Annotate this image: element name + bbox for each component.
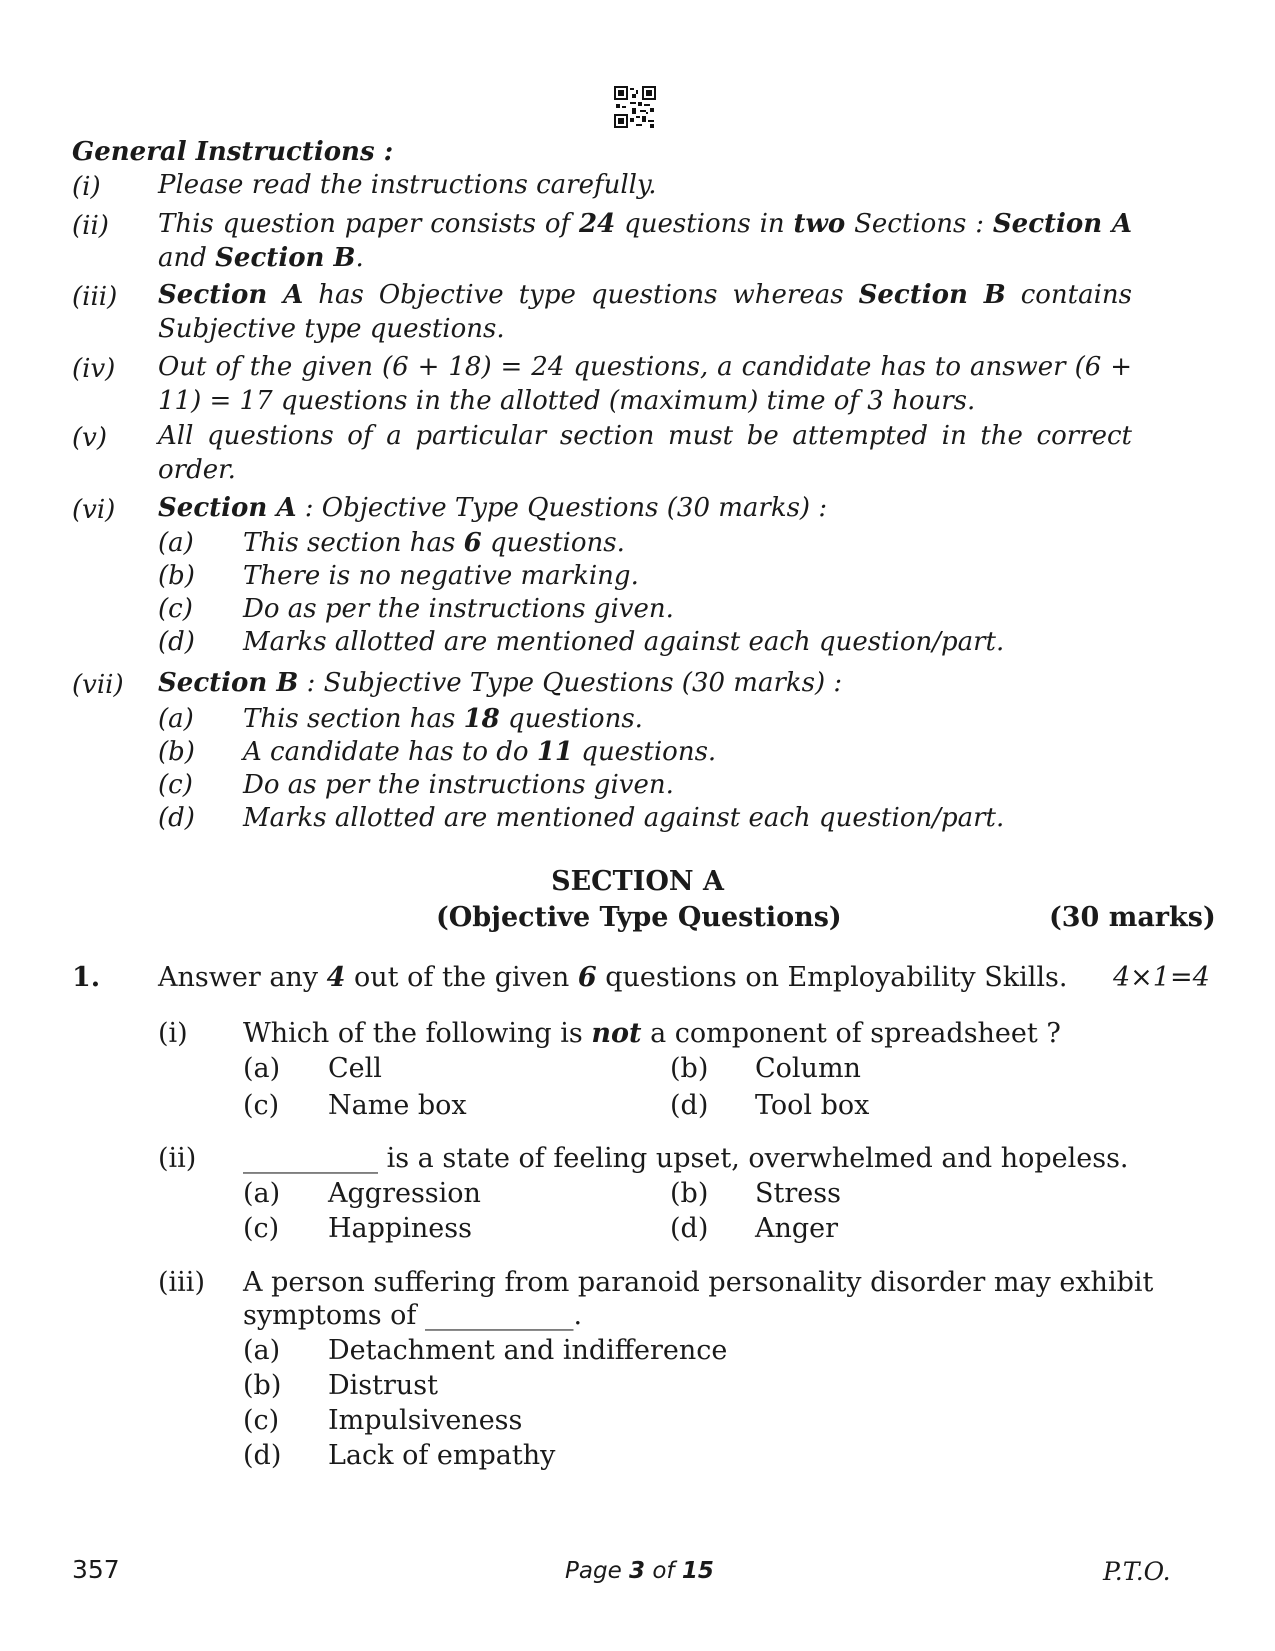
sub-instruction-text: This section has 6 questions. — [243, 528, 625, 558]
option-text: Anger — [755, 1213, 839, 1244]
question-marks: 4×1=4 — [1113, 962, 1210, 993]
paper-code: 357 — [72, 1555, 120, 1584]
option-letter: (b) — [670, 1178, 709, 1209]
instruction-text: Section B : Subjective Type Questions (30 marks) : — [158, 668, 843, 698]
instruction-text: Please read the instructions carefully. — [158, 170, 657, 200]
option-letter: (b) — [670, 1053, 709, 1084]
sub-instruction-text: Do as per the instructions given. — [243, 594, 674, 624]
sub-instruction-letter: (a) — [158, 704, 194, 734]
subquestion-text: __________ is a state of feeling upset, overwhelmed and hopeless. — [243, 1143, 1129, 1174]
qr-code — [614, 86, 656, 128]
section-marks: (30 marks) — [1049, 902, 1216, 933]
option-letter: (a) — [243, 1053, 281, 1084]
instruction-number: (ii) — [72, 211, 109, 241]
sub-instruction-letter: (c) — [158, 770, 193, 800]
sub-instruction-letter: (b) — [158, 561, 195, 591]
option-text: Tool box — [755, 1090, 870, 1121]
instruction-text: Out of the given (6 + 18) = 24 questions, a candidate has to answer (6 + 11) = 17 questions in the allotted (maximum) time of 3 hours. — [158, 352, 1132, 416]
subquestion-number: (i) — [158, 1018, 188, 1049]
sub-instruction-letter: (d) — [158, 627, 195, 657]
option-text: Impulsiveness — [328, 1405, 523, 1436]
general-instructions-title: General Instructions : — [72, 137, 394, 167]
subquestion-number: (ii) — [158, 1143, 197, 1174]
sub-instruction-text: This section has 18 questions. — [243, 704, 643, 734]
instruction-number: (iv) — [72, 354, 116, 384]
sub-instruction-letter: (b) — [158, 737, 195, 767]
option-letter: (d) — [670, 1213, 709, 1244]
sub-instruction-text: There is no negative marking. — [243, 561, 639, 591]
option-text: Name box — [328, 1090, 467, 1121]
option-text: Happiness — [328, 1213, 472, 1244]
option-letter: (a) — [243, 1178, 281, 1209]
pto-label: P.T.O. — [1103, 1557, 1171, 1586]
instruction-number: (vi) — [72, 495, 116, 525]
question-number: 1. — [72, 962, 101, 993]
question-text: Answer any 4 out of the given 6 questions on Employability Skills. — [158, 962, 1068, 993]
option-text: Stress — [755, 1178, 841, 1209]
option-text: Cell — [328, 1053, 382, 1084]
option-text: Lack of empathy — [328, 1440, 556, 1471]
subquestion-number: (iii) — [158, 1267, 205, 1298]
sub-instruction-letter: (c) — [158, 594, 193, 624]
option-letter: (a) — [243, 1335, 281, 1366]
option-text: Column — [755, 1053, 861, 1084]
option-text: Detachment and indifference — [328, 1335, 728, 1366]
sub-instruction-letter: (d) — [158, 803, 195, 833]
section-title: SECTION A — [551, 866, 724, 897]
page-number: Page 3 of 15 — [565, 1558, 714, 1584]
instruction-number: (v) — [72, 423, 107, 453]
option-letter: (b) — [243, 1370, 282, 1401]
instruction-text: This question paper consists of 24 questions in two Sections : Section A and Section B. — [158, 209, 1132, 273]
option-letter: (d) — [243, 1440, 282, 1471]
instruction-number: (iii) — [72, 282, 118, 312]
instruction-text: Section A : Objective Type Questions (30 marks) : — [158, 493, 828, 523]
sub-instruction-text: A candidate has to do 11 questions. — [243, 737, 717, 767]
option-text: Aggression — [328, 1178, 481, 1209]
instruction-text: Section A has Objective type questions whereas Section B contains Subjective type questions. — [158, 280, 1133, 344]
sub-instruction-text: Marks allotted are mentioned against each question/part. — [243, 627, 1005, 657]
option-letter: (d) — [670, 1090, 709, 1121]
sub-instruction-text: Do as per the instructions given. — [243, 770, 674, 800]
option-letter: (c) — [243, 1213, 280, 1244]
option-letter: (c) — [243, 1405, 280, 1436]
instruction-number: (i) — [72, 172, 101, 202]
sub-instruction-text: Marks allotted are mentioned against each question/part. — [243, 803, 1005, 833]
option-text: Distrust — [328, 1370, 438, 1401]
subquestion-text: symptoms of ___________. — [243, 1300, 583, 1331]
section-subtitle: (Objective Type Questions) — [436, 902, 842, 933]
subquestion-text: Which of the following is not a component of spreadsheet ? — [243, 1018, 1061, 1049]
instruction-text: All questions of a particular section must be attempted in the correct order. — [158, 421, 1132, 485]
subquestion-text: A person suffering from paranoid personality disorder may exhibit — [243, 1267, 1154, 1298]
sub-instruction-letter: (a) — [158, 528, 194, 558]
instruction-number: (vii) — [72, 670, 124, 700]
option-letter: (c) — [243, 1090, 280, 1121]
